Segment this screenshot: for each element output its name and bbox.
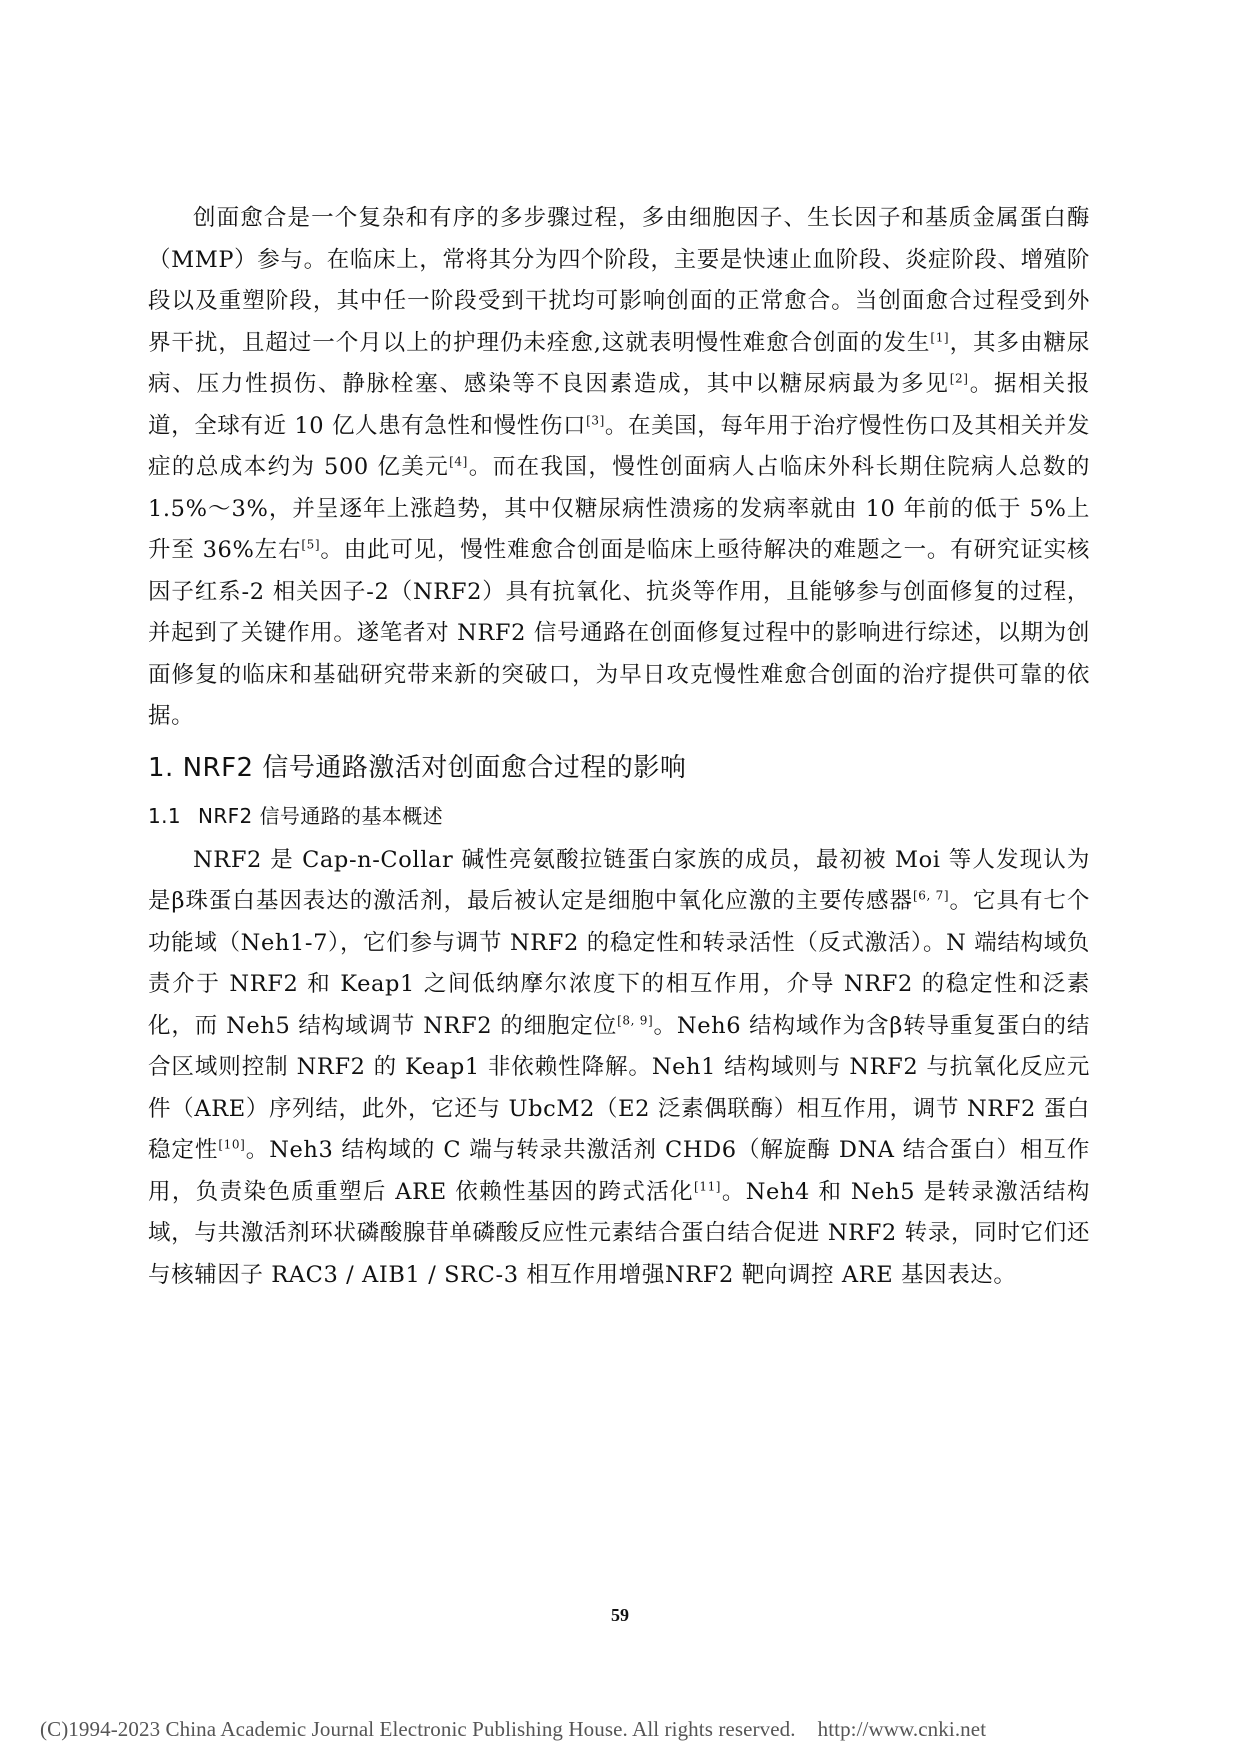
body-text: 。据相关报道，全球有近 10 亿人患有急性和慢性伤口 bbox=[148, 371, 1090, 439]
intro-paragraph bbox=[148, 198, 1090, 738]
body-text: ，其多由糖尿病、压力性损伤、静脉栓塞、感染等不良因素造成，其中以糖尿病最为多见 bbox=[148, 329, 1090, 397]
body-text: 。Neh4 和 Neh5 是转录激活结构域，与共激活剂环状磷酸腺苷单磷酸反应性元素结合蛋白结合促进 NRF2 转录，同时它们还与核辅因子 RAC3 / AIB1 / SRC-3 相互作用增强NRF2 靶向调控 ARE 基因表达。 bbox=[148, 1178, 1091, 1288]
nrf2-overview-paragraph bbox=[148, 840, 1090, 1297]
copyright-text: (C)1994-2023 China Academic Journal Electronic Publishing House. All rights reserved. bbox=[40, 1717, 796, 1741]
citation-reference[interactable]: [4] bbox=[449, 454, 468, 469]
body-text: NRF2 是 Cap-n-Collar 碱性亮氨酸拉链蛋白家族的成员，最初被 Moi 等人发现认为是β珠蛋白基因表达的激活剂，最后被认定是细胞中氧化应激的主要传感器 bbox=[148, 846, 1090, 914]
citation-reference[interactable]: [8, 9] bbox=[617, 1013, 654, 1027]
section-1-1-title: NRF2 信号通路的基本概述 bbox=[198, 803, 444, 828]
citation-reference[interactable]: [5] bbox=[301, 537, 321, 552]
body-text: 。而在我国，慢性创面病人占临床外科长期住院病人总数的 1.5%～3%，并呈逐年上涨趋势，其中仅糖尿病性溃疡的发病率就由 10 年前的低于 5%上升至 36%左右 bbox=[148, 454, 1090, 563]
citation-reference[interactable]: [10] bbox=[218, 1137, 246, 1152]
citation-reference[interactable]: [1] bbox=[930, 330, 950, 344]
body-text: 。在美国，每年用于治疗慢性伤口及其相关并发症的总成本约为 500 亿美元 bbox=[148, 412, 1090, 480]
copyright-footer bbox=[40, 1717, 986, 1742]
citation-reference[interactable]: [6, 7] bbox=[912, 888, 950, 903]
body-text: 创面愈合是一个复杂和有序的多步骤过程，多由细胞因子、生长因子和基质金属蛋白酶（MMP）参与。在临床上，常将其分为四个阶段，主要是快速止血阶段、炎症阶段、增殖阶段以及重塑阶段，其中任一阶段受到干扰均可影响创面的正常愈合。当创面愈合过程受到外界干扰，且超过一个月以上的护理仍未痊愈,这就表明慢性难愈合创面的发生 bbox=[148, 205, 1090, 356]
article-body bbox=[148, 198, 1090, 1296]
body-text: 。Neh3 结构域的 C 端与转录共激活剂 CHD6（解旋酶 DNA 结合蛋白）相互作用，负责染色质重塑后 ARE 依赖性基因的跨式活化 bbox=[148, 1137, 1090, 1205]
body-text: 。由此可见，慢性难愈合创面是临床上亟待解决的难题之一。有研究证实核因子红系-2 相关因子-2（NRF2）具有抗氧化、抗炎等作用，且能够参与创面修复的过程，并起到了关键作用。遂笔者对 NRF2 信号通路在创面修复过程中的影响进行综述，以期为创面修复的临床和基础研究带来新的突破口，为早日攻克慢性难愈合创面的治疗提供可靠的依据。 bbox=[148, 537, 1090, 729]
body-text: 。它具有七个功能域（Neh1-7），它们参与调节 NRF2 的稳定性和转录活性（反式激活）。N 端结构域负责介于 NRF2 和 Keap1 之间低纳摩尔浓度下的相互作用，介导 NRF2 的稳定性和泛素化，而 Neh5 结构域调节 NRF2 的细胞定位 bbox=[148, 888, 1090, 1039]
citation-reference[interactable]: [2] bbox=[949, 371, 969, 386]
page-number: 59 bbox=[611, 1605, 629, 1625]
section-1-heading: 1. NRF2 信号通路激活对创面愈合过程的影响 bbox=[148, 752, 687, 783]
citation-reference[interactable]: [3] bbox=[586, 413, 605, 427]
body-text: 。Neh6 结构域作为含β转导重复蛋白的结合区域则控制 NRF2 的 Keap1 非依赖性降解。Neh1 结构域则与 NRF2 与抗氧化反应元件（ARE）序列结，此外，它还与 UbcM2（E2 泛素偶联酶）相互作用，调节 NRF2 蛋白稳定性 bbox=[148, 1012, 1090, 1163]
section-1-1-number: 1.1 bbox=[148, 803, 182, 828]
citation-reference[interactable]: [11] bbox=[694, 1179, 722, 1193]
section-1-1-heading bbox=[148, 796, 1090, 836]
cnki-url: http://www.cnki.net bbox=[817, 1717, 987, 1741]
